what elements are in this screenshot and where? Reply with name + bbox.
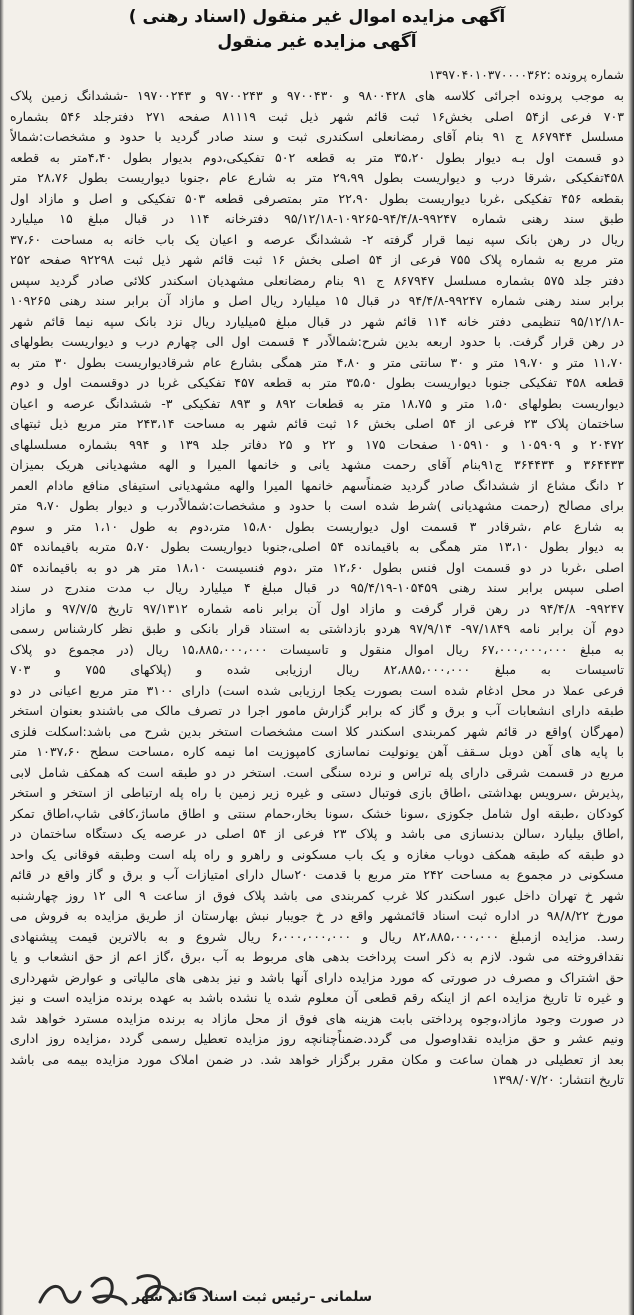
body-line: -۹۵/۱۲/۱۸ تنظیمی دفتر خانه ۱۱۴ قائم شهر در قبال مبلغ ۵میلیارد ریال نزد بانک سپه نیما قائم شهر	[10, 313, 624, 329]
body-line: مورخ ۹۸/۸/۲۲ در اداره ثبت اسناد قائمشهر واقع در خ جویبار نبش بهارستان از طریق مزایده به فروش می	[10, 908, 624, 923]
notice-body	[10, 86, 624, 1236]
body-line: شهر خ تهران داخل عبور اسکندر کلا غرب کمربندی می باشد پلاک فوق از ساعت ۹ الی ۱۲ روز چهارشنبه	[10, 887, 624, 903]
body-line: دیواریست بطولهای ۱،۵۰ متر و ۱۸،۷۵ متر به قطعات ۸۹۲ و ۸۹۳ تفکیکی ۳- ششدانگ عرصه و اعیان	[10, 395, 624, 411]
body-line: در رهن قرار گرفت. با حدود اربعه بدین شرح:شمالاًدر ۴ قسمت اول الی چهارم درب و دیواریست بطولهای	[10, 334, 624, 349]
body-line: تاریخ انتشار: ۱۳۹۸/۰۷/۲۰	[492, 1072, 624, 1087]
body-line: طبقه دارای انشعابات آب و برق و گاز که برابر گزارش مامور اجرا در تصرف مالک می باشندو بعنوان استخر	[10, 703, 624, 718]
file-number: شماره پرونده :۱۳۹۷۰۴۰۱۰۳۷۰۰۰۰۳۶۲	[428, 68, 624, 82]
body-line: ,اطاق بیلیارد ،سالن بدنسازی می باشد و پلاک ۲۳ فرعی از ۵۴ اصلی در عرصه یک دستگاه ساختمان در	[10, 826, 624, 841]
body-line: کودکان ،طبقه اول شامل جکوزی ،سونا خشک ،سونا بخار،حمام سنتی و اطاق ماساژ،کافی شاپ،اطاق تمکر	[10, 805, 624, 821]
body-line: نقدافروخته می شود. لازم به ذکر است پرداخت بدهی های مربوط به آب ،برق ،گاز اعم از حق انشعاب و یا	[10, 949, 624, 964]
body-line: برای مصالح (رحمت مشهدیانی )شرط شده است با حدود و مشخصات:شمالاًدرب و دیوار بطول ۹،۷۰ متر	[10, 498, 624, 513]
handwritten-mark	[30, 1264, 230, 1314]
scan-shadow-left	[0, 0, 4, 1315]
scan-shadow-right	[628, 0, 634, 1315]
body-line: برابر سند رهنی شماره ۹۹۲۴۷-۹۴/۴/۸ در قبال ۱۵ میلیارد ریال اصل و مازاد آن برابر سند رهنی ۱۰۹۲۶۵	[10, 293, 624, 308]
body-line: اصلی سپس برابر سند رهنی ۱۰۵۴۵۹-۹۵/۴/۱۹ در قبال مبلغ ۴ میلیارد ریال ب مدت مندرج در سند	[10, 580, 624, 595]
body-line: ۱۱،۷۰ متر و ۱۹،۷۰ متر و ۳۰ سانتی متر و ۴،۸۰ متر همگی بشارع عام شرقادیواریست بطول ۳۰ متر به	[10, 354, 624, 370]
body-line: به دیوار بطول ۱۳،۱۰ متر همگی به باقیمانده ۵۴ اصلی،جنوبا دیواریست بطول ۵،۷۰ متربه باقیمانده ۵۴	[10, 539, 624, 554]
body-line: تاسیسات به مبلغ ۸۲،۸۸۵،۰۰۰،۰۰۰ ریال ارزیابی شده و (پلاکهای ۷۵۵ و ۷۰۳	[10, 662, 624, 677]
body-line: متر مربع به شماره پلاک ۷۵۵ فرعی از ۵۴ اصلی بخش ۱۶ ثبت قائم شهر ذیل ثبت ۹۲۲۹۸ صفحه ۲۵۲	[10, 252, 624, 267]
body-line: مربع در قسمت شرقی دارای پله تراس و نرده سنگی است. استخر در دو طبقه است که همکف شامل لابی	[10, 764, 624, 780]
body-line: اصلی ،غربا در دو قسمت اول فنس بطول ۱۲،۶۰ متر ،دوم فنسیست ۱۸،۱۰ متر هر دو به باقیمانده ۵۴	[10, 559, 624, 575]
body-line: ۲ دانگ مشاع از ششدانگ صادر گردید ضمناًسهم خانمها المیرا والهه مشهدیانی استیفای منافع مادام العمر	[10, 477, 624, 493]
body-line: دو طبقه که طبقه همکف دوباب مغازه و یک باب مسکونی و راهرو و راه پله است وطبقه فوقانی یک واحد	[10, 846, 624, 862]
body-line: رسد. مزایده ازمبلغ ۸۲،۸۸۵،۰۰۰،۰۰۰ ریال و ۶،۰۰۰،۰۰۰،۰۰۰ ریال شروع و به بالاترین قیمت پیشنهادی	[10, 928, 624, 944]
body-line: ۳۶۴۴۳۳ و ۳۶۴۴۳۴ ج۹۱بنام آقای رحمت مشهد یانی و خانمها المیرا و الهه مشهدیانی هریک بمیزان	[10, 457, 624, 472]
body-line: دوم آن برابر نامه ۹۷/۱۸۴۹- ۹۷/۹/۱۴ هردو بازداشتی به استناد قرار بانکی و طبق نظر کارشناس رسمی	[10, 621, 624, 636]
body-line: و غیره تا تاریخ مزایده اعم از اینکه رقم قطعی آن معلوم شده یا نشده باشد به عهده برنده مزایده است و نیز	[10, 990, 624, 1005]
body-line: (مهرگان )واقع در قائم شهر کمربندی اسکندر کلا است مشخصات استخر بدین شرح می باشد:اسکلت فلزی	[10, 723, 624, 739]
body-line: بقطعه ۴۵۶ تفکیکی ،غربا دیواریست بطول ۲۲،۹۰ متر بمتصرفی قطعه ۵۰۳ تفکیکی و اصل و مازاد اول	[10, 190, 624, 206]
body-line: ساختمان پلاک ۲۳ فرعی از ۵۴ اصلی بخش ۱۶ ثبت قائم شهر به مساحت ۲۴۳،۱۴ متر مربع ذیل ثبتهای	[10, 416, 624, 431]
body-line: به موجب پرونده اجرائی کلاسه های ۹۸۰۰۴۲۸ و ۹۷۰۰۴۳۰ و ۹۷۰۰۲۴۳ و ۱۹۷۰۰۲۴۳ -ششدانگ زمین پلاک	[10, 88, 624, 103]
notice-subtitle: آگهی مزایده غیر منقول	[217, 32, 417, 52]
body-line: دو قسمت اول بـه دیوار بطول ۳۵،۲۰ متر به قطعه ۵۰۲ تفکیکی،دوم بدیوار بطول ۴،۴۰متر به قطعه	[10, 149, 624, 165]
body-line: قطعه ۴۵۸ تفکیکی جنوبا دیواریست بطول ۳۵،۵۰ متر به قطعه ۴۵۷ تفکیکی غربا در دوقسمت اول و دوم	[10, 375, 624, 390]
body-line: ,پذیرش ،سرویس بهداشتی ،اطاق بازی فوتبال دستی و غیره زیر زمین با راه پله ارتباطی از استخر و استخر	[10, 785, 624, 800]
body-line: به مبلغ ۶۷،۰۰۰،۰۰۰،۰۰۰ ریال اموال منقول و تاسیسات ۱۵،۸۸۵،۰۰۰،۰۰۰ ریال (در مجموع دو پلاک	[10, 641, 624, 657]
body-line: ونیم عشر و حق مزایده نقداوصول می گردد.ضمناًچنانچه روز مزایده تعطیل رسمی گردد ،مزایده روز اداری	[10, 1031, 624, 1046]
notice-signature: سلمانی –رئیس ثبت اسناد قائم شهر	[132, 1289, 372, 1305]
body-line: ۲۰۴۷۲ و ۱۰۵۹۰۹ و ۱۰۵۹۱۰ صفحات ۱۷۵ و ۲۲ و ۲۵ دفاتر جلد ۱۳۹ و ۹۹۴ بشماره مسلسلهای	[10, 436, 624, 452]
notice-title: آگهی مزایده اموال غیر منقول (اسناد رهنی )	[128, 7, 506, 27]
body-line: ۷۰۳ فرعی از۵۴ اصلی بخش۱۶ ثبت قائم شهر ذیل ثبت ۸۱۱۱۹ صفحه ۲۷۱ دفترجلد ۵۴۶ بشماره	[10, 108, 624, 124]
body-line: با پایه های آهن دوبل سـقف آهن یونولیت نماسازی کامپوزیت اما نیمه کاره ،مساحت سطح ۱۰۳۷،۶۰ متر	[10, 744, 624, 759]
body-line: مسلسل ۸۶۷۹۴۴ ج ۹۱ بنام آقای رمضانعلی اسکندری ثبت و سند صادر گردید با حدود و مشخصات:شمالاً	[10, 129, 624, 144]
body-line: در صورت وجود مازاد،وجوه پرداختی بابت هزینه های فوق از محل مازاد به برنده مزایده مسترد خواهد شد	[10, 1010, 624, 1026]
body-line: طبق سند رهنی شماره ۹۹۲۴۷-۹۴/۴/۸-۱۰۹۲۶۵-۹۵/۱۲/۱۸ دفترخانه ۱۱۴ در قبال مبلغ ۱۵ میلیارد	[10, 211, 624, 226]
body-line: ۴۵۸تفکیکی ،شرقا درب و دیواریست بطول ۲۹،۹۹ متر به شارع عام ،جنوبا دیواریست بطول ۲۸،۷۶ متر	[10, 170, 624, 185]
body-line: به شارع عام ،شرقادر ۳ قسمت اول دیواریست بطول ۱۵،۸۰ متر،دوم به طول ۱،۱۰ متر و سوم	[10, 518, 624, 534]
body-line: حق اشتراک و مصرف در صورتی که مورد مزایده دارای آنها باشد و نیز بدهی های مالیاتی و عوارض شهرداری	[10, 969, 624, 985]
body-line: فرعی عملا در محل ادغام شده است بصورت یکجا ارزیابی شده است) دارای ۳۱۰۰ متر مربع اعیانی در دو	[10, 682, 624, 698]
body-line: بعد از تعطیلی در همان ساعت و مکان مقرر برگزار خواهد شد. در ضمن املاک مورد مزایده بیمه می باشد	[10, 1051, 624, 1067]
body-line: ریال در رهن بانک سپه نیما قرار گرفته ۲- ششدانگ عرصه و اعیان یک باب خانه به مساحت ۳۷،۶۰	[10, 231, 624, 247]
body-line: ۹۹۲۴۷- ۹۴/۴/۸ در رهن قرار گرفت و مازاد اول آن برابر نامه شماره ۹۷/۱۳۱۲ تاریخ ۹۷/۷/۵ و مازاد	[10, 600, 624, 616]
body-line: مسکونی در مجموع به مساحت ۲۴۲ متر مربع با قدمت ۲۰سال دارای امتیازات آب و برق و گاز واقع در قائم	[10, 867, 624, 882]
body-line: دفتر جلد ۵۷۵ بشماره مسلسل ۸۶۷۹۴۷ ج ۹۱ بنام رمضانعلی مشهدیان اسکندر کلائی صادر گردید سپس	[10, 272, 624, 288]
notice-header	[40, 4, 594, 54]
